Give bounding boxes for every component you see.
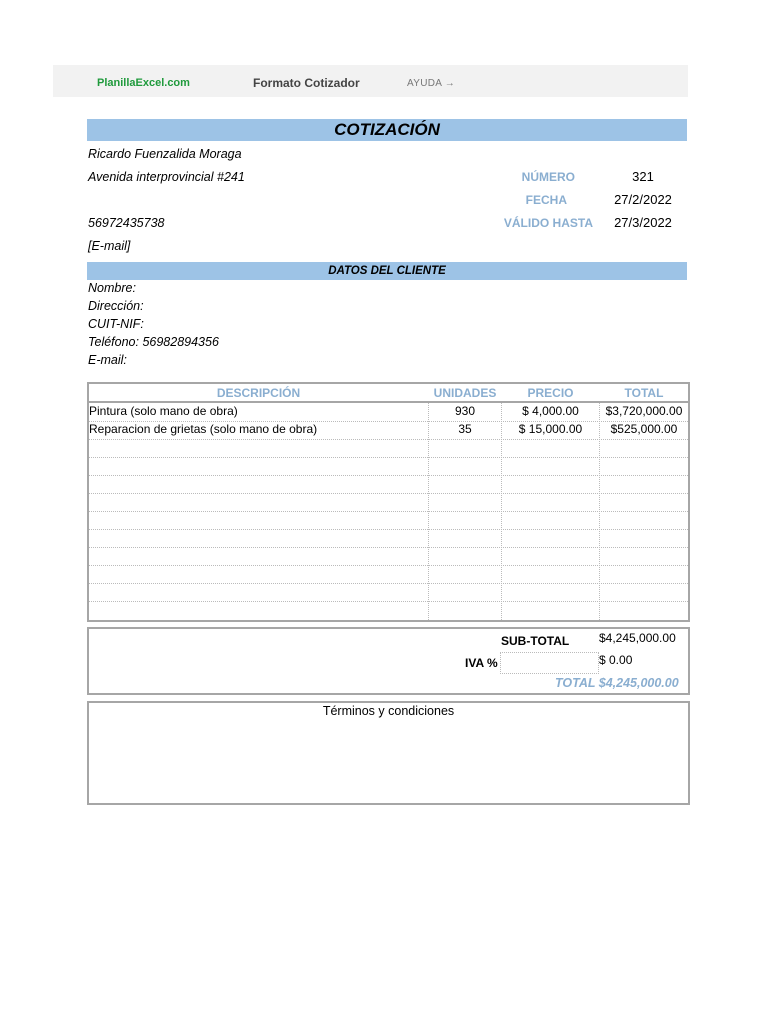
row-precio: $ 4,000.00 bbox=[522, 404, 579, 418]
table-row bbox=[89, 601, 688, 619]
seller-phone: 56972435738 bbox=[88, 216, 165, 230]
table-row bbox=[89, 439, 688, 458]
client-nombre: Nombre: bbox=[88, 281, 136, 295]
fecha-label: FECHA bbox=[525, 193, 567, 207]
table-row bbox=[89, 457, 688, 476]
document-title: COTIZACIÓN bbox=[87, 119, 687, 141]
header-unidades: UNIDADES bbox=[433, 386, 497, 400]
valido-label: VÁLIDO HASTA bbox=[503, 216, 593, 230]
client-cuit: CUIT-NIF: bbox=[88, 317, 144, 331]
header-descripcion: DESCRIPCIÓN bbox=[216, 386, 301, 400]
table-row bbox=[89, 547, 688, 566]
seller-name: Ricardo Fuenzalida Moraga bbox=[88, 147, 242, 161]
seller-email: [E-mail] bbox=[88, 239, 131, 253]
row-unidades: 930 bbox=[454, 404, 476, 418]
header-precio: PRECIO bbox=[527, 386, 574, 400]
client-telefono: Teléfono: 56982894356 bbox=[88, 335, 219, 349]
row-total: $3,720,000.00 bbox=[605, 404, 683, 418]
terms-title: Términos y condiciones bbox=[322, 704, 455, 718]
numero-value: 321 bbox=[632, 169, 654, 184]
subtotal-label: SUB-TOTAL bbox=[501, 634, 570, 648]
template-name: Formato Cotizador bbox=[253, 76, 360, 90]
row-descripcion: Reparacion de grietas (solo mano de obra) bbox=[89, 422, 318, 436]
iva-input[interactable] bbox=[500, 652, 599, 674]
table-row bbox=[89, 511, 688, 530]
top-bar bbox=[53, 65, 688, 97]
numero-label: NÚMERO bbox=[521, 170, 575, 184]
table-row bbox=[89, 421, 688, 440]
help-link[interactable]: AYUDA → bbox=[407, 78, 456, 89]
subtotal-value: $4,245,000.00 bbox=[599, 631, 676, 645]
row-unidades: 35 bbox=[458, 422, 472, 436]
table-row bbox=[89, 565, 688, 584]
client-email: E-mail: bbox=[88, 353, 127, 367]
items-table bbox=[87, 382, 690, 622]
client-direccion: Dirección: bbox=[88, 299, 144, 313]
valido-value: 27/3/2022 bbox=[614, 215, 672, 230]
table-row bbox=[89, 583, 688, 602]
table-row bbox=[89, 493, 688, 512]
row-descripcion: Pintura (solo mano de obra) bbox=[89, 404, 238, 418]
grand-total: TOTAL $4,245,000.00 bbox=[555, 676, 679, 690]
row-precio: $ 15,000.00 bbox=[518, 422, 583, 436]
client-section-title: DATOS DEL CLIENTE bbox=[87, 262, 687, 280]
table-row bbox=[89, 475, 688, 494]
header-total: TOTAL bbox=[624, 386, 664, 400]
iva-label: IVA % bbox=[465, 656, 498, 670]
row-total: $525,000.00 bbox=[610, 422, 678, 436]
table-row bbox=[89, 403, 688, 422]
table-row bbox=[89, 529, 688, 548]
iva-value: $ 0.00 bbox=[599, 653, 633, 667]
fecha-value: 27/2/2022 bbox=[614, 192, 672, 207]
brand-link[interactable]: PlanillaExcel.com bbox=[97, 77, 190, 89]
seller-address: Avenida interprovincial #241 bbox=[88, 170, 245, 184]
totals-box bbox=[87, 627, 690, 695]
terms-box bbox=[87, 701, 690, 805]
